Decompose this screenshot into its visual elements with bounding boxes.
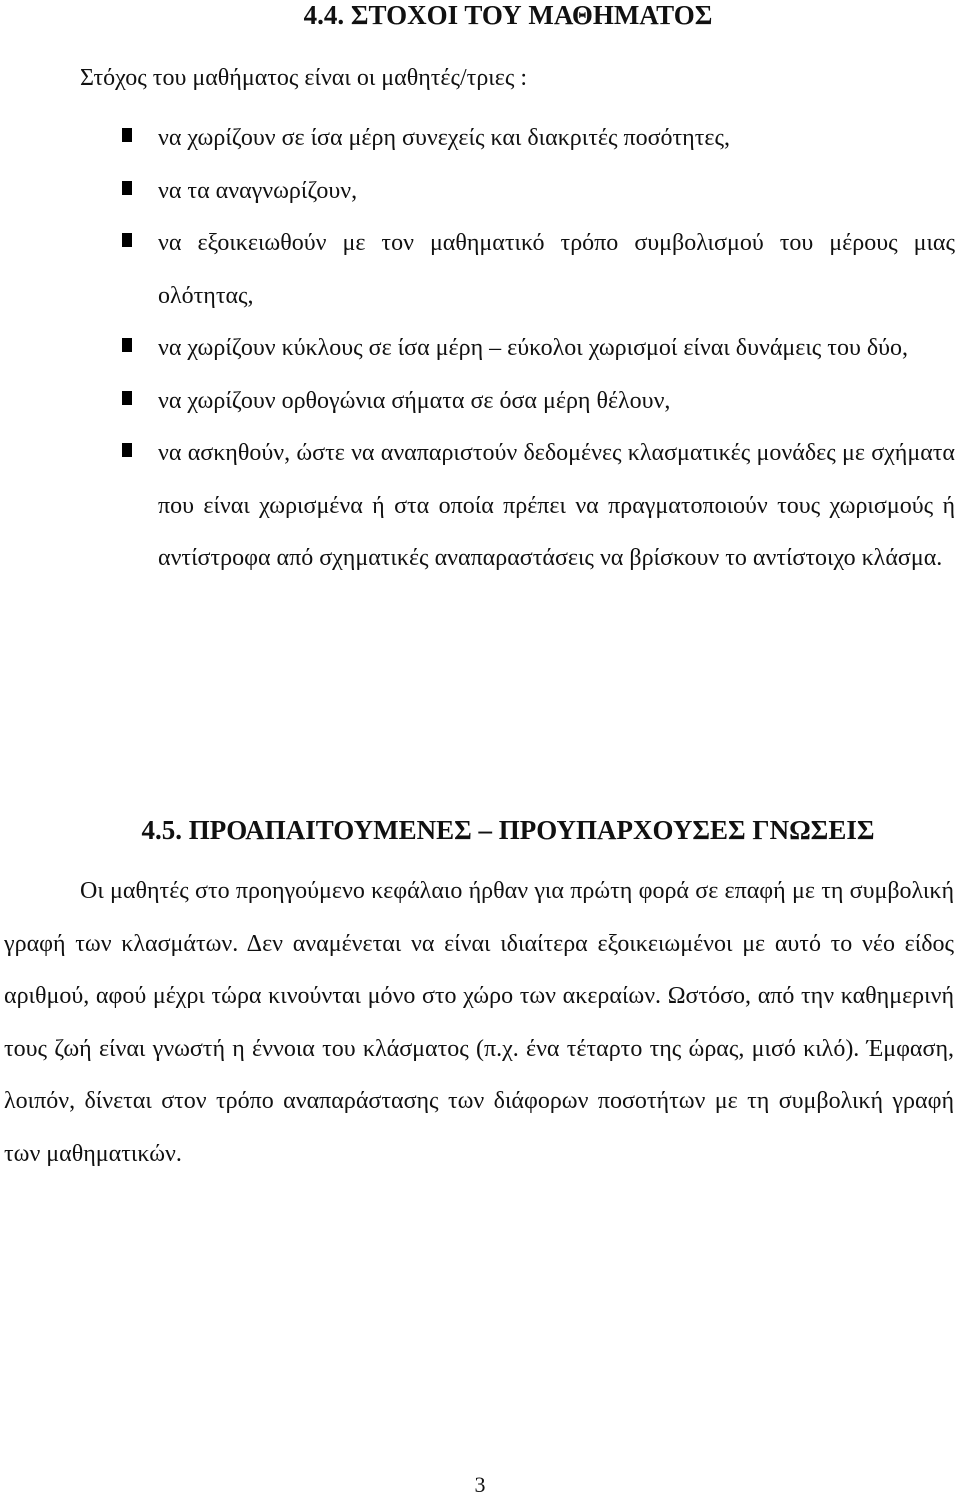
list-item: [0, 112, 960, 165]
list-item-text: να εξοικειωθούν με τον μαθηματικό τρόπο συμβολισμού του μέρους μιας ολότητας,: [158, 230, 955, 309]
list-item: [0, 427, 960, 585]
section-heading-goals: 4.4. ΣΤΟΧΟΙ ΤΟΥ ΜΑΘΗΜΑΤΟΣ: [303, 0, 713, 30]
list-item: [0, 322, 960, 375]
list-item: [0, 217, 960, 322]
square-bullet-icon: [122, 338, 132, 352]
square-bullet-icon: [122, 181, 132, 195]
square-bullet-icon: [122, 391, 132, 405]
goals-list: [0, 112, 960, 585]
section-heading-prerequisites: 4.5. ΠΡΟΑΠΑΙΤΟΥΜΕΝΕΣ – ΠΡΟΥΠΑΡΧΟΥΣΕΣ ΓΝΩΣΕΙΣ: [141, 815, 875, 845]
square-bullet-icon: [122, 233, 132, 247]
list-item-text: να ασκηθούν, ώστε να αναπαριστούν δεδομένες κλασματικές μονάδες με σχήματα που είναι χωρισμένα ή στα οποία πρέπει να πραγματοποιούν τους χωρισμούς ή αντίστροφα από σχηματικές αναπαραστάσεις να βρίσκουν το αντίστοιχο κλάσμα.: [158, 440, 955, 571]
list-item-text: να χωρίζουν κύκλους σε ίσα μέρη – εύκολοι χωρισμοί είναι δυνάμεις του δύο,: [158, 335, 909, 361]
prerequisites-paragraph: Οι μαθητές στο προηγούμενο κεφάλαιο ήρθαν για πρώτη φορά σε επαφή με τη συμβολική γραφή των κλασμάτων. Δεν αναμένεται να είναι ιδιαίτερα εξοικειωμένοι με αυτό το νέο είδος αριθμού, αφού μέχρι τώρα κινούνται μόνο στο χώρο των ακεραίων. Ωστόσο, από την καθημερινή τους ζωή είναι γνωστή η έννοια του κλάσματος (π.χ. ένα τέταρτο της ώρας, μισό κιλό). Έμφαση, λοιπόν, δίνεται στον τρόπο αναπαράστασης των διάφορων ποσοτήτων με τη συμβολική γραφή των μαθηματικών.: [4, 878, 954, 1167]
page-number: 3: [474, 1472, 486, 1497]
list-item-text: να χωρίζουν σε ίσα μέρη συνεχείς και διακριτές ποσότητες,: [158, 125, 730, 151]
list-item: [0, 165, 960, 218]
list-item-text: να τα αναγνωρίζουν,: [158, 177, 358, 204]
square-bullet-icon: [122, 443, 132, 457]
list-item: [0, 375, 960, 428]
list-item-text: να χωρίζουν ορθογώνια σήματα σε όσα μέρη θέλουν,: [158, 387, 671, 414]
square-bullet-icon: [122, 128, 132, 142]
goals-intro: Στόχος του μαθήματος είναι οι μαθητές/τριες :: [80, 65, 527, 91]
